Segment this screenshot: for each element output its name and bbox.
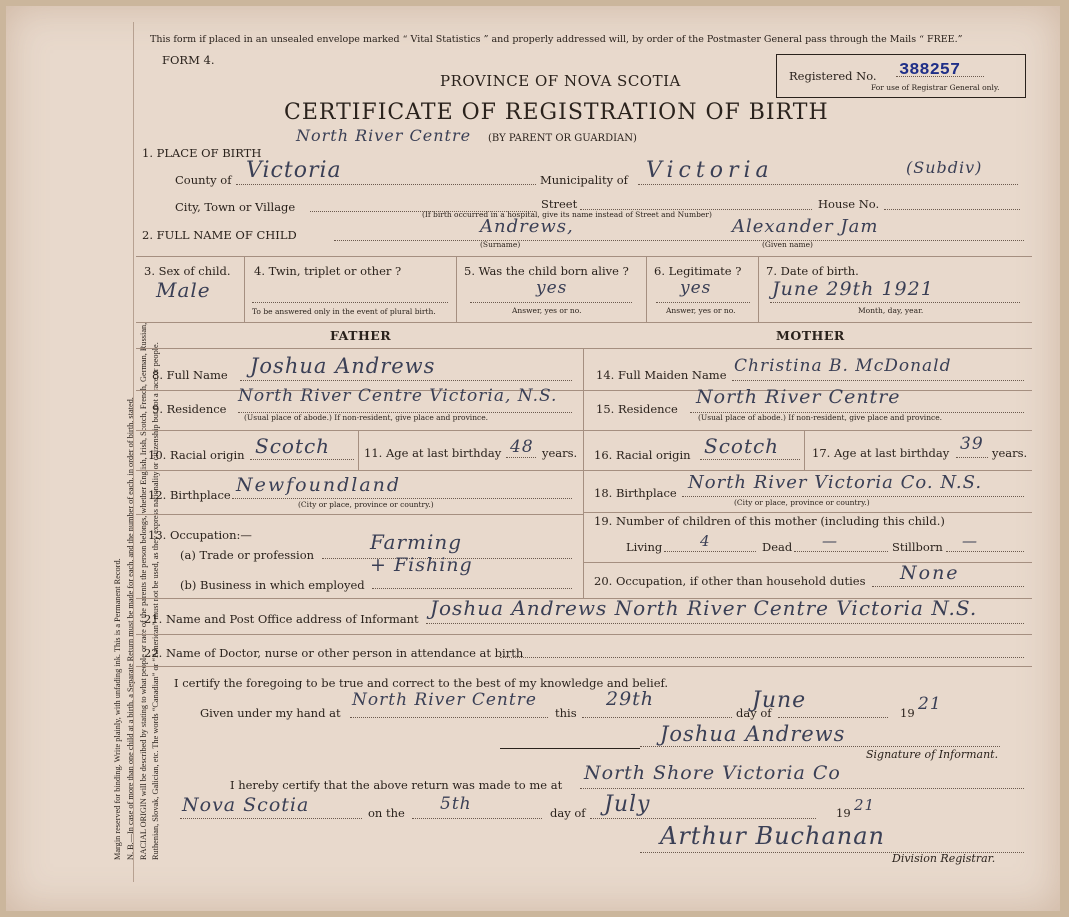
- return-month-line: [590, 818, 816, 819]
- municipality-label: Municipality of: [540, 173, 628, 187]
- house-label: House No.: [818, 197, 880, 211]
- alive-label: 5. Was the child born alive ?: [464, 264, 629, 278]
- father-age-value: 48: [510, 437, 534, 457]
- father-name-line: [240, 380, 572, 381]
- certify-statement: I certify the foregoing to be true and correct to the best of my knowledge and belief.: [174, 676, 669, 690]
- municipality-value: Victoria: [646, 158, 774, 183]
- row-divider: [583, 562, 1032, 563]
- dead-line: [794, 551, 888, 552]
- day-of-label: day of: [736, 706, 772, 720]
- stillborn-label: Stillborn: [892, 540, 943, 554]
- mother-residence-note: (Usual place of abode.) If non-resident, give place and province.: [698, 413, 943, 422]
- children-count-label: 19. Number of children of this mother (including this child.): [594, 514, 945, 528]
- registration-note: For use of Registrar General only.: [871, 83, 1000, 92]
- father-racial-label: 10. Racial origin: [148, 448, 245, 462]
- father-trade-value: Farming: [370, 530, 463, 554]
- surname-caption: (Surname): [480, 240, 521, 249]
- registration-line: [896, 76, 984, 77]
- this-label: this: [555, 706, 577, 720]
- county-value: Victoria: [246, 158, 342, 183]
- municipality-note: (Subdiv): [906, 158, 983, 177]
- living-label: Living: [626, 540, 663, 554]
- father-age-label: 11. Age at last birthday: [364, 446, 502, 460]
- row-divider: [136, 348, 1032, 349]
- legitimate-line: [656, 302, 750, 303]
- father-business-label: (b) Business in which employed: [180, 578, 365, 592]
- alive-note: Answer, yes or no.: [512, 306, 582, 315]
- row-divider: [136, 470, 583, 471]
- hospital-note: (If birth occurred in a hospital, give its name instead of Street and Number): [422, 210, 712, 219]
- province-heading: PROVINCE OF NOVA SCOTIA: [440, 72, 681, 90]
- twin-line: [252, 302, 448, 303]
- return-month-value: July: [604, 792, 651, 817]
- legitimate-note: Answer, yes or no.: [666, 306, 736, 315]
- row-divider: [136, 666, 1032, 667]
- doctor-line: [500, 657, 1024, 658]
- doctor-label: 22. Name of Doctor, nurse or other person in attendance at birth: [144, 646, 524, 660]
- mother-header: MOTHER: [776, 328, 845, 343]
- stillborn-value: —: [962, 532, 978, 550]
- mother-residence-label: 15. Residence: [596, 402, 678, 416]
- mother-occupation-label: 20. Occupation, if other than household duties: [594, 574, 866, 588]
- registrar-caption: Division Registrar.: [892, 852, 996, 865]
- county-line: [236, 184, 536, 185]
- birth-date-label: 7. Date of birth.: [766, 264, 859, 278]
- postal-notice: This form if placed in an unsealed envelope marked “ Vital Statistics ” and properly addressed will, by order of the Postmaster General pass through the Mails “ FREE.”: [150, 34, 963, 45]
- father-header: FATHER: [330, 328, 392, 343]
- living-value: 4: [700, 532, 711, 550]
- twin-note: To be answered only in the event of plural birth.: [252, 307, 436, 316]
- given-year-prefix: 19: [900, 706, 915, 720]
- informant-value: Joshua Andrews North River Centre Victoria N.S.: [430, 596, 978, 620]
- father-birthplace-label: 12. Birthplace: [148, 488, 231, 502]
- father-occupation-label: 13. Occupation:—: [148, 528, 252, 542]
- given-month-line: [778, 717, 888, 718]
- mother-birthplace-label: 18. Birthplace: [594, 486, 677, 500]
- registration-label: Registered No.: [789, 69, 877, 83]
- parents-divider: [583, 348, 584, 598]
- child-name-label: 2. FULL NAME OF CHILD: [142, 228, 297, 242]
- margin-note-line: Margin reserved for binding. Write plainly, with unfading ink. This is a Permanent Record.: [113, 558, 122, 860]
- child-given-name: Alexander Jam: [732, 216, 879, 237]
- row-divider: [583, 470, 1032, 471]
- return-place-value: North Shore Victoria Co: [584, 762, 841, 784]
- return-year-prefix: 19: [836, 806, 851, 820]
- row-divider: [136, 514, 583, 515]
- column-divider: [358, 430, 359, 470]
- given-name-caption: (Given name): [762, 240, 813, 249]
- column-divider: [758, 256, 759, 322]
- signature-separator: [500, 748, 640, 749]
- row-divider: [136, 322, 1032, 323]
- birth-date-line: [770, 302, 1020, 303]
- city-label: City, Town or Village: [175, 200, 296, 214]
- mother-birthplace-value: North River Victoria Co. N.S.: [688, 472, 983, 493]
- return-year-value: 21: [854, 796, 876, 814]
- mother-racial-label: 16. Racial origin: [594, 448, 691, 462]
- return-place2-value: Nova Scotia: [182, 794, 310, 816]
- place-of-birth-suffix: (BY PARENT OR GUARDIAN): [488, 133, 637, 144]
- mother-birthplace-note: (City or place, province or country.): [734, 498, 870, 507]
- stillborn-line: [946, 551, 1024, 552]
- mother-years: years.: [992, 446, 1028, 460]
- dead-label: Dead: [762, 540, 793, 554]
- house-line: [884, 209, 1020, 210]
- living-line: [664, 551, 756, 552]
- sex-value: Male: [156, 278, 211, 302]
- father-birthplace-value: Newfoundland: [236, 474, 402, 496]
- twin-label: 4. Twin, triplet or other ?: [254, 264, 402, 278]
- mother-age-label: 17. Age at last birthday: [812, 446, 950, 460]
- father-racial-line: [250, 459, 354, 460]
- given-day-line: [582, 717, 732, 718]
- county-label: County of: [175, 173, 232, 187]
- registration-number: 388257: [899, 61, 961, 80]
- place-of-birth-label: 1. PLACE OF BIRTH: [142, 146, 262, 160]
- alive-value: yes: [536, 278, 568, 298]
- row-divider: [583, 512, 1032, 513]
- father-residence-label: 9. Residence: [152, 402, 227, 416]
- informant-line: [426, 623, 1024, 624]
- dead-value: —: [822, 532, 838, 550]
- on-the-label: on the: [368, 806, 405, 820]
- father-business-line: [372, 588, 572, 589]
- row-divider: [136, 430, 583, 431]
- row-divider: [583, 430, 1032, 431]
- return-place-line: [580, 788, 1024, 789]
- return-day-value: 5th: [440, 794, 472, 814]
- return-day-of-label: day of: [550, 806, 586, 820]
- informant-signature-line: [640, 746, 1000, 747]
- column-divider: [244, 256, 245, 322]
- mother-birthplace-line: [682, 496, 1024, 497]
- return-day-line: [412, 818, 542, 819]
- mother-racial-value: Scotch: [704, 434, 780, 458]
- column-divider: [456, 256, 457, 322]
- alive-line: [470, 302, 632, 303]
- child-surname: Andrews,: [480, 216, 574, 237]
- father-birthplace-line: [232, 498, 572, 499]
- mother-name-line: [732, 380, 1024, 381]
- mother-age-line: [956, 457, 988, 458]
- return-statement: I hereby certify that the above return was made to me at: [230, 778, 563, 792]
- father-age-line: [506, 457, 536, 458]
- given-year-value: 21: [918, 694, 942, 714]
- place-of-birth-value: North River Centre: [296, 126, 472, 145]
- given-place-value: North River Centre: [352, 690, 537, 710]
- father-birthplace-note: (City or place, province or country.): [298, 500, 434, 509]
- father-years: years.: [542, 446, 578, 460]
- child-name-line: [334, 240, 1024, 241]
- legitimate-label: 6. Legitimate ?: [654, 264, 742, 278]
- margin-note-line: RACIAL ORIGIN will be described by stating to what people or race of the parents the person belongs, whether English, Irish, Scotch, French, German, Russian,: [138, 322, 148, 860]
- informant-label: 21. Name and Post Office address of Informant: [144, 612, 419, 626]
- legitimate-value: yes: [680, 278, 712, 298]
- informant-caption: Signature of Informant.: [866, 748, 999, 761]
- given-day-value: 29th: [606, 688, 655, 710]
- mother-name-value: Christina B. McDonald: [734, 356, 952, 376]
- mother-age-value: 39: [960, 434, 984, 454]
- birth-date-note: Month, day, year.: [858, 306, 924, 315]
- mother-name-label: 14. Full Maiden Name: [596, 368, 727, 382]
- mother-residence-value: North River Centre: [696, 386, 901, 408]
- birth-date-value: June 29th 1921: [772, 278, 934, 300]
- mother-occupation-value: None: [900, 562, 960, 584]
- father-racial-value: Scotch: [255, 434, 331, 458]
- registrar-signature: Arthur Buchanan: [660, 822, 885, 850]
- margin-note-line: Ruthenian, Slovak, Galician, etc. The words “Canadian” or “American” must not be used, as they express nationality or citizenship but not a race or people.: [151, 342, 161, 860]
- father-name-value: Joshua Andrews: [250, 354, 436, 378]
- father-business-value: + Fishing: [370, 554, 473, 576]
- form-number: FORM 4.: [162, 53, 215, 67]
- father-trade-label: (a) Trade or profession: [180, 548, 315, 562]
- father-residence-value: North River Centre Victoria, N.S.: [238, 386, 558, 406]
- given-place-line: [350, 717, 548, 718]
- row-divider: [136, 634, 1032, 635]
- mother-racial-line: [700, 459, 800, 460]
- margin-note-line: N. B.—In case of more than one child at a birth, a Separate Return must be made for each, and the number of each, in order of birth, stated.: [125, 397, 135, 860]
- sex-label: 3. Sex of child.: [144, 264, 231, 278]
- page-title: CERTIFICATE OF REGISTRATION OF BIRTH: [284, 100, 829, 125]
- municipality-line: [638, 184, 1018, 185]
- father-name-label: 8. Full Name: [152, 368, 228, 382]
- father-residence-note: (Usual place of abode.) If non-resident, give place and province.: [244, 413, 489, 422]
- return-place2-line: [180, 818, 362, 819]
- street-label: Street: [541, 197, 578, 211]
- row-divider: [136, 256, 1032, 257]
- margin-divider: [133, 22, 134, 882]
- mother-occupation-line: [872, 586, 1024, 587]
- column-divider: [646, 256, 647, 322]
- given-under-label: Given under my hand at: [200, 706, 341, 720]
- column-divider: [804, 430, 805, 470]
- given-month-value: June: [752, 688, 807, 713]
- informant-signature: Joshua Andrews: [660, 722, 846, 746]
